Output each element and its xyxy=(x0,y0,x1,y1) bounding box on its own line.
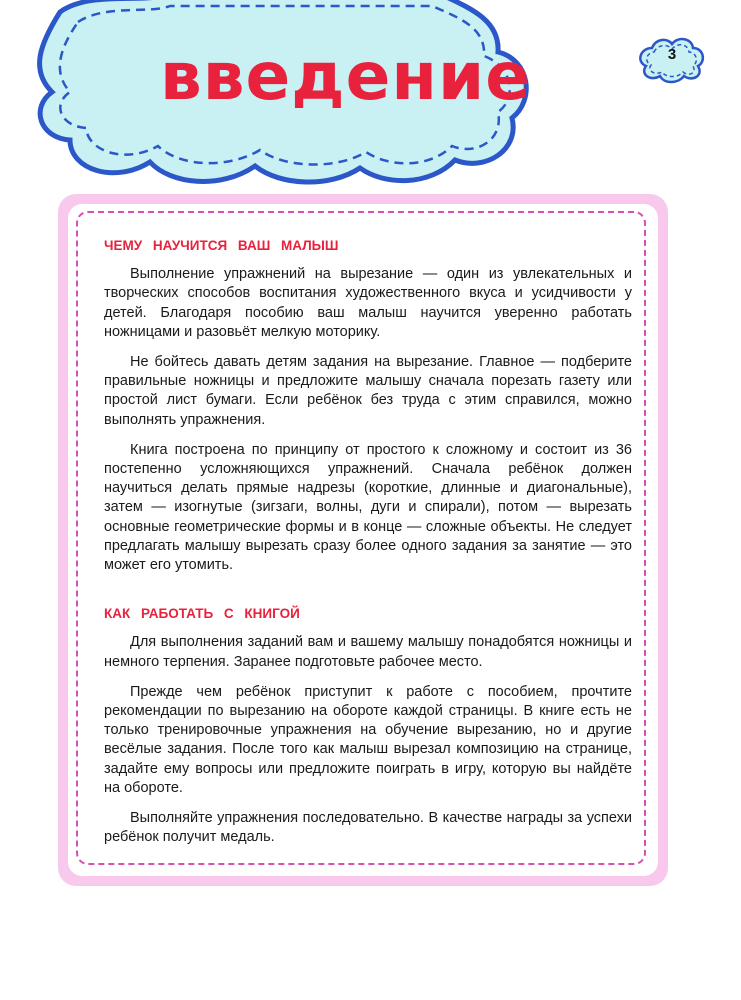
section-heading: КАК РАБОТАТЬ С КНИГОЙ xyxy=(104,606,300,622)
paragraph: Прежде чем ребёнок приступит к работе с пособием, прочтите рекомендации по вырезанию на обороте каждой страницы. В книге есть не только тренировочные упражнения на обучение вырезанию, но и другие весёлые задания. После того как малыш вырезал композицию на странице, задайте ему вопросы или предложите поиграть в игру, которую вы найдёте на обороте. xyxy=(104,683,632,796)
page-title: введение xyxy=(160,38,531,115)
paragraph: Выполнение упражнений на вырезание — один из увлекательных и творческих способов воспитания художественного вкуса и усидчивости у детей. Благодаря пособию ваш малыш научится уверенно работать ножницами и разовьёт мелкую моторику. xyxy=(104,266,632,340)
section-how-to-use-book xyxy=(104,604,632,847)
paragraph: Для выполнения заданий вам и вашему малышу понадобятся ножницы и немного терпения. Заранее подготовьте рабочее место. xyxy=(104,634,632,670)
section-what-child-learns xyxy=(104,236,632,575)
paragraph: Выполняйте упражнения последовательно. В качестве награды за успехи ребёнок получит медаль. xyxy=(104,810,632,846)
paragraph: Книга построена по принципу от простого к сложному и состоит из 36 постепенно усложняющихся упражнений. Сначала ребёнок должен научиться делать прямые надрезы (короткие, длинные и диагональные), затем — изогнутые (зигзаги, волны, дуги и спирали), потом — вырезать основные геометрические формы и в конце — сложные объекты. Не следует предлагать малышу вырезать сразу более одного задания за занятие — это может его утомить. xyxy=(104,441,632,574)
page-number: 3 xyxy=(667,46,677,63)
content-text xyxy=(104,236,632,858)
section-heading: ЧЕМУ НАУЧИТСЯ ВАШ МАЛЫШ xyxy=(104,238,339,253)
paragraph: Не бойтесь давать детям задания на вырезание. Главное — подберите правильные ножницы и предложите малышу сначала порезать газету или простой лист бумаги. Если ребёнок без труда с этим справился, можно выполнять упражнения. xyxy=(104,354,632,428)
